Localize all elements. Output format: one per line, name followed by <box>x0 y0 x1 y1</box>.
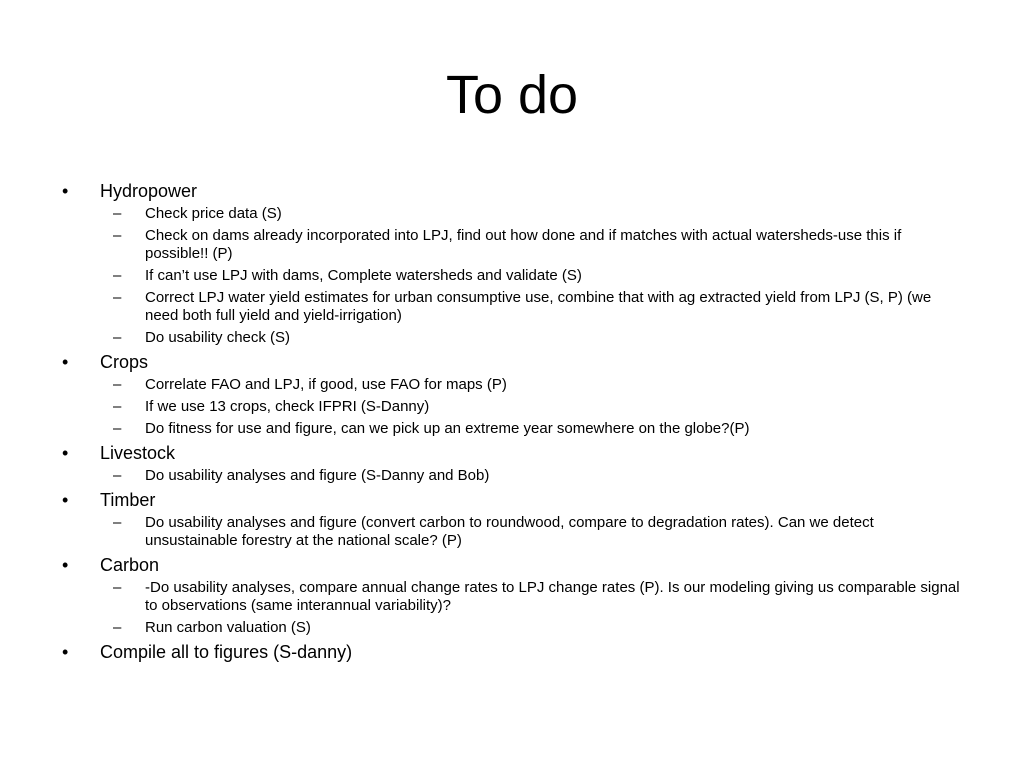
sublist-carbon <box>58 579 968 637</box>
bullet-icon: • <box>62 642 69 662</box>
sub-item-text: Do usability check (S) <box>145 329 291 346</box>
slide-title: To do <box>445 65 579 125</box>
dash-icon: – <box>113 579 122 596</box>
sub-item-text: Do usability analyses and figure (convert carbon to roundwood, compare to degradation rates). Can we detect unsustainable forestry at the national scale? (P) <box>145 514 874 549</box>
sub-item-text: Correlate FAO and LPJ, if good, use FAO for maps (P) <box>145 376 507 393</box>
list-item-label: Crops <box>100 352 149 372</box>
dash-icon: – <box>113 329 122 346</box>
sub-item <box>58 420 968 438</box>
sub-item-text: Do usability analyses and figure (S-Danny and Bob) <box>145 467 490 484</box>
dash-icon: – <box>113 467 122 484</box>
dash-icon: – <box>113 205 122 222</box>
sublist-hydropower <box>58 205 968 347</box>
dash-icon: – <box>113 267 122 284</box>
bullet-icon: • <box>62 352 69 372</box>
sub-item-text: -Do usability analyses, compare annual change rates to LPJ change rates (P). Is our modeling giving us comparable signal to observations (same interannual variability)? <box>145 579 960 614</box>
sub-item <box>58 376 968 394</box>
list-item-label: Timber <box>100 490 156 510</box>
dash-icon: – <box>113 227 122 244</box>
list-item-carbon <box>58 554 968 577</box>
list-item-livestock <box>58 442 968 465</box>
list-item-label: Compile all to figures (S-danny) <box>100 642 353 662</box>
sublist-crops <box>58 376 968 438</box>
sublist-livestock <box>58 467 968 485</box>
list-item-label: Carbon <box>100 555 160 575</box>
sub-item-text: Run carbon valuation (S) <box>145 619 311 636</box>
sub-item <box>58 289 968 325</box>
list-item-timber <box>58 489 968 512</box>
sub-item-text: Check on dams already incorporated into LPJ, find out how done and if matches with actual watersheds-use this if possible!! (P) <box>145 227 902 262</box>
list-item-hydropower <box>58 180 968 203</box>
dash-icon: – <box>113 514 122 531</box>
sub-item-text: If can’t use LPJ with dams, Complete watersheds and validate (S) <box>145 267 582 284</box>
dash-icon: – <box>113 289 122 306</box>
dash-icon: – <box>113 398 122 415</box>
sub-item <box>58 514 968 550</box>
list-item-crops <box>58 351 968 374</box>
bullet-icon: • <box>62 443 69 463</box>
todo-list <box>58 180 968 666</box>
bullet-icon: • <box>62 181 69 201</box>
sub-item <box>58 267 968 285</box>
dash-icon: – <box>113 619 122 636</box>
sub-item <box>58 579 968 615</box>
bullet-icon: • <box>62 555 69 575</box>
bullet-icon: • <box>62 490 69 510</box>
dash-icon: – <box>113 420 122 437</box>
sub-item <box>58 329 968 347</box>
sub-item <box>58 467 968 485</box>
sub-item <box>58 205 968 223</box>
dash-icon: – <box>113 376 122 393</box>
sub-item <box>58 227 968 263</box>
sub-item <box>58 619 968 637</box>
sub-item-text: If we use 13 crops, check IFPRI (S-Danny) <box>145 398 430 415</box>
sub-item-text: Correct LPJ water yield estimates for urban consumptive use, combine that with ag extracted yield from LPJ (S, P) (we need both full yield and yield-irrigation) <box>145 289 932 324</box>
list-item-label: Livestock <box>100 443 176 463</box>
list-item-compile <box>58 641 968 664</box>
sub-item-text: Do fitness for use and figure, can we pick up an extreme year somewhere on the globe?(P) <box>145 420 750 437</box>
sublist-timber <box>58 514 968 550</box>
list-item-label: Hydropower <box>100 181 198 201</box>
sub-item-text: Check price data (S) <box>145 205 282 222</box>
sub-item <box>58 398 968 416</box>
